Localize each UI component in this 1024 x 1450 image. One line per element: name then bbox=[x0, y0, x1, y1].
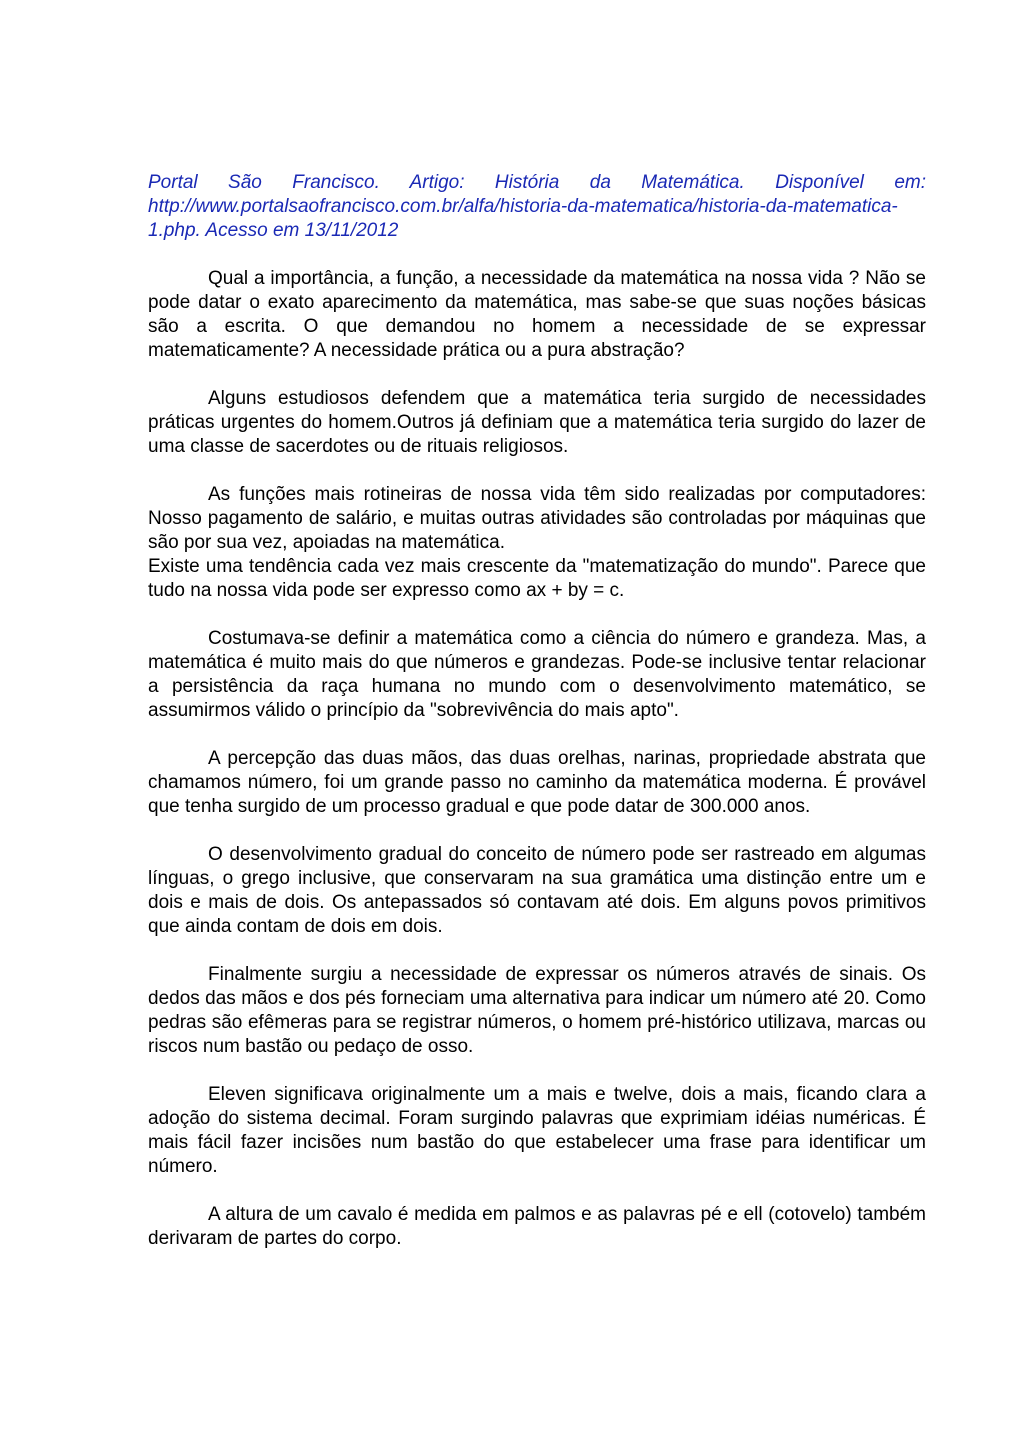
document-page bbox=[148, 171, 926, 1275]
citation-link[interactable]: http://www.portalsaofrancisco.com.br/alfa/historia-da-matematica/historia-da-matematica-1.php bbox=[148, 196, 898, 241]
paragraph-5: Costumava-se definir a matemática como a ciência do número e grandeza. Mas, a matemática é muito mais do que números e grandezas. Pode-se inclusive tentar relacionar a persistência da raça humana no mundo com o desenvolvimento matemático, se assumirmos válido o princípio da "sobrevivência do mais apto". bbox=[148, 628, 926, 721]
paragraph-9: Eleven significava originalmente um a mais e twelve, dois a mais, ficando clara a adoção do sistema decimal. Foram surgindo palavras que exprimiam idéias numéricas. É mais fácil fazer incisões num bastão do que estabelecer uma frase para identificar um número. bbox=[148, 1084, 926, 1177]
paragraph-1: Qual a importância, a função, a necessidade da matemática na nossa vida ? Não se pode datar o exato aparecimento da matemática, mas sabe-se que suas noções básicas são a escrita. O que demandou no homem a necessidade de se expressar matematicamente? A necessidade prática ou a pura abstração? bbox=[148, 268, 926, 361]
paragraph-4: Existe uma tendência cada vez mais crescente da "matematização do mundo". Parece que tudo na nossa vida pode ser expresso como ax + by = c. bbox=[148, 556, 926, 601]
paragraph-7: O desenvolvimento gradual do conceito de número pode ser rastreado em algumas línguas, o grego inclusive, que conservaram na sua gramática uma distinção entre um e dois e mais de dois. Os antepassados só contavam até dois. Em alguns povos primitivos que ainda contam de dois em dois. bbox=[148, 844, 926, 937]
paragraph-6: A percepção das duas mãos, das duas orelhas, narinas, propriedade abstrata que chamamos número, foi um grande passo no caminho da matemática moderna. É provável que tenha surgido de um processo gradual e que pode datar de 300.000 anos. bbox=[148, 748, 926, 817]
paragraph-3: As funções mais rotineiras de nossa vida têm sido realizadas por computadores: Nosso pagamento de salário, e muitas outras atividades são controladas por máquinas que são por sua vez, apoiadas na matemática. bbox=[148, 484, 926, 553]
citation bbox=[148, 171, 926, 243]
citation-prefix: Portal São Francisco. Artigo: História da Matemática. Disponível em: bbox=[148, 172, 926, 193]
paragraph-2: Alguns estudiosos defendem que a matemática teria surgido de necessidades práticas urgentes do homem.Outros já definiam que a matemática teria surgido do lazer de uma classe de sacerdotes ou de rituais religiosos. bbox=[148, 388, 926, 457]
paragraph-10: A altura de um cavalo é medida em palmos e as palavras pé e ell (cotovelo) também derivaram de partes do corpo. bbox=[148, 1204, 926, 1249]
citation-suffix: . Acesso em 13/11/2012 bbox=[195, 220, 399, 241]
paragraph-8: Finalmente surgiu a necessidade de expressar os números através de sinais. Os dedos das mãos e dos pés forneciam uma alternativa para indicar um número até 20. Como pedras são efêmeras para se registrar números, o homem pré-histórico utilizava, marcas ou riscos num bastão ou pedaço de osso. bbox=[148, 964, 926, 1057]
